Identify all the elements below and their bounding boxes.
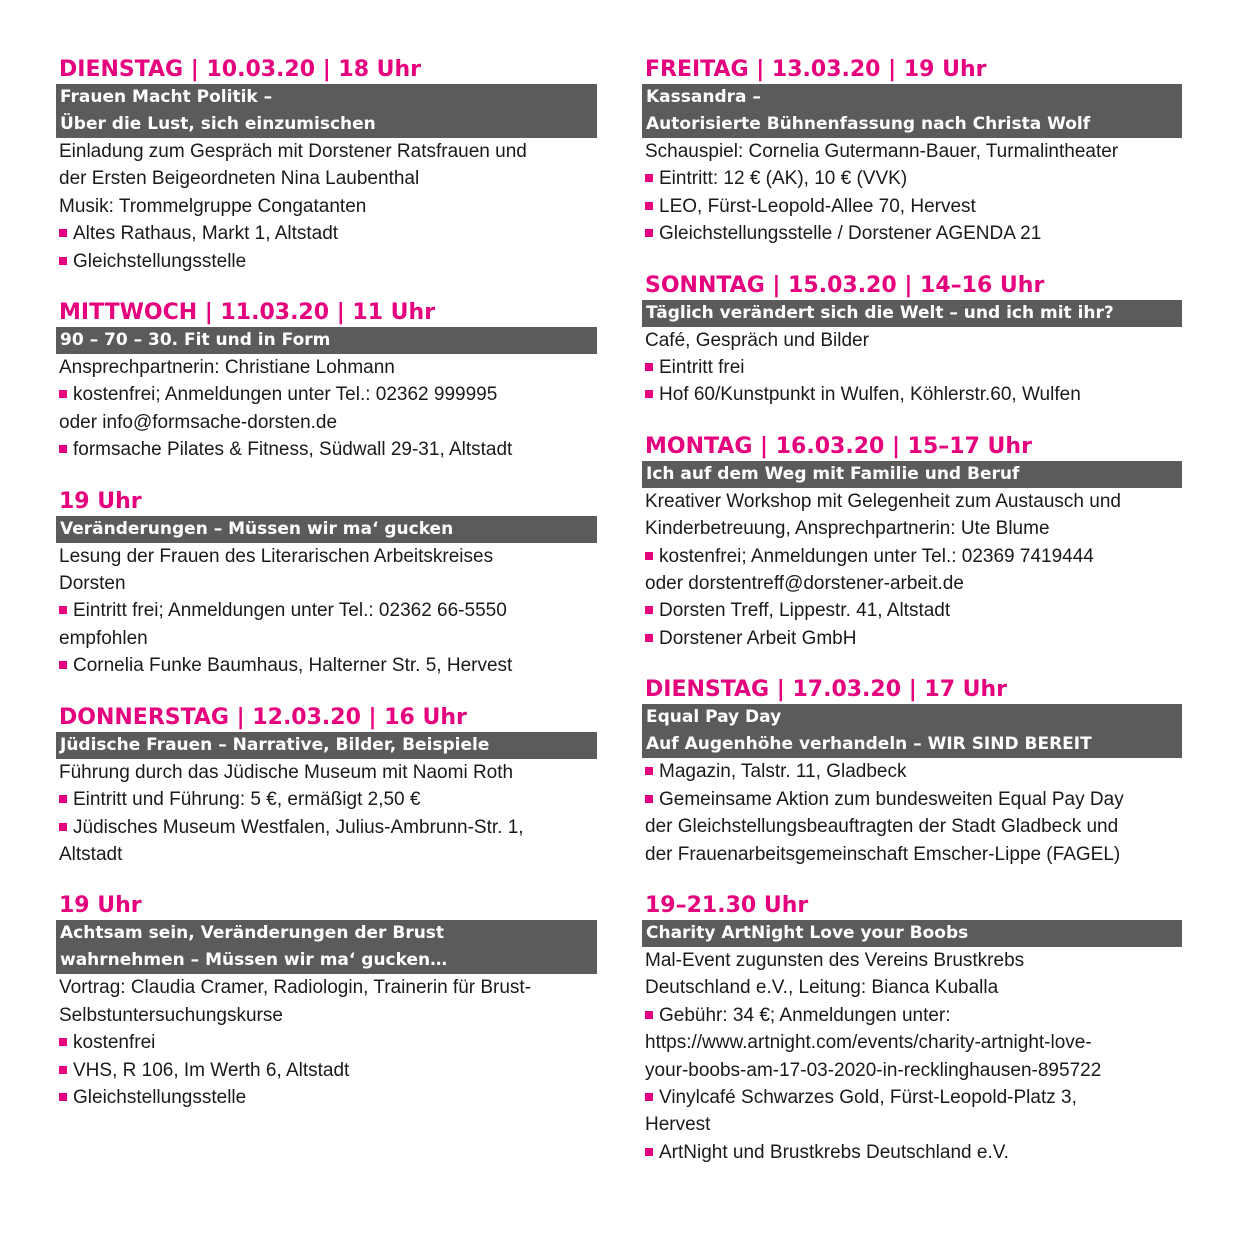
detail-line	[59, 974, 597, 1001]
bullet-square-icon	[645, 795, 653, 803]
detail-bullet-line	[59, 248, 597, 275]
detail-text: formsache Pilates & Fitness, Südwall 29-31, Altstadt	[73, 439, 513, 461]
event-title-line: Autorisierte Bühnenfassung nach Christa Wolf	[646, 114, 1091, 134]
detail-text: Lesung der Frauen des Literarischen Arbeitskreises	[59, 545, 494, 567]
event-date: SONNTAG | 15.03.20 | 14–16 Uhr	[645, 272, 1045, 298]
detail-text: Gebühr: 34 €; Anmeldungen unter:	[659, 1004, 951, 1026]
bullet-square-icon	[645, 552, 653, 560]
event-details	[56, 354, 597, 464]
event-block	[56, 892, 597, 1111]
detail-text: Vinylcafé Schwarzes Gold, Fürst-Leopold-Platz 3,	[659, 1086, 1077, 1108]
bullet-square-icon	[59, 445, 67, 453]
event-block	[642, 272, 1182, 409]
detail-bullet-line	[645, 381, 1182, 408]
detail-bullet-line	[645, 1139, 1182, 1166]
event-block	[642, 56, 1182, 248]
detail-text: Eintritt frei	[659, 357, 745, 379]
bullet-square-icon	[645, 174, 653, 182]
detail-bullet-line	[59, 381, 597, 408]
event-title-bar	[56, 84, 597, 138]
detail-text: Deutschland e.V., Leitung: Bianca Kuballa	[645, 977, 999, 999]
event-block	[642, 433, 1182, 652]
event-title-bar	[56, 732, 597, 759]
detail-line	[645, 138, 1182, 165]
detail-bullet-line	[645, 165, 1182, 192]
event-details	[642, 138, 1182, 248]
event-title-line: Über die Lust, sich einzumischen	[60, 114, 376, 134]
bullet-square-icon	[645, 1011, 653, 1019]
event-date: DONNERSTAG | 12.03.20 | 16 Uhr	[59, 704, 467, 730]
detail-bullet-line	[59, 220, 597, 247]
detail-line	[645, 488, 1182, 515]
detail-text: kostenfrei	[73, 1032, 156, 1054]
event-block	[642, 676, 1182, 868]
detail-text: Gemeinsame Aktion zum bundesweiten Equal Pay Day	[659, 788, 1124, 810]
detail-text: Vortrag: Claudia Cramer, Radiologin, Trainerin für Brust-	[59, 977, 532, 999]
detail-line	[59, 354, 597, 381]
event-block	[56, 299, 597, 464]
detail-text: Kinderbetreuung, Ansprechpartnerin: Ute Blume	[645, 518, 1050, 540]
event-block	[56, 488, 597, 680]
bullet-square-icon	[645, 1093, 653, 1101]
event-details	[56, 974, 597, 1111]
detail-text: Café, Gespräch und Bilder	[645, 329, 869, 351]
event-title-bar	[56, 920, 597, 974]
event-title-bar	[642, 300, 1182, 327]
detail-text: kostenfrei; Anmeldungen unter Tel.: 02362 999995	[73, 384, 498, 406]
bullet-square-icon	[645, 634, 653, 642]
bullet-square-icon	[645, 606, 653, 614]
detail-line	[645, 974, 1182, 1001]
detail-bullet-line	[645, 758, 1182, 785]
detail-line	[59, 1002, 597, 1029]
detail-text: https://www.artnight.com/events/charity-artnight-love-	[645, 1032, 1092, 1054]
bullet-square-icon	[645, 229, 653, 237]
event-date: MONTAG | 16.03.20 | 15–17 Uhr	[645, 433, 1032, 459]
detail-text: Kreativer Workshop mit Gelegenheit zum Austausch und	[645, 490, 1121, 512]
bullet-square-icon	[59, 229, 67, 237]
detail-bullet-line	[59, 1029, 597, 1056]
event-title-bar	[642, 461, 1182, 488]
detail-line	[645, 1029, 1182, 1056]
detail-text: Magazin, Talstr. 11, Gladbeck	[659, 761, 907, 783]
event-details	[56, 759, 597, 869]
event-details	[56, 138, 597, 275]
detail-line	[645, 327, 1182, 354]
detail-text: Jüdisches Museum Westfalen, Julius-Ambrunn-Str. 1,	[73, 816, 524, 838]
event-title-line: Veränderungen – Müssen wir ma‘ gucken	[60, 518, 454, 539]
event-title-bar	[642, 920, 1182, 947]
detail-line	[645, 841, 1182, 868]
event-block	[56, 704, 597, 869]
detail-line	[645, 1057, 1182, 1084]
event-title-bar	[642, 84, 1182, 138]
detail-line	[59, 409, 597, 436]
detail-bullet-line	[59, 1057, 597, 1084]
event-details	[642, 947, 1182, 1166]
bullet-square-icon	[59, 390, 67, 398]
event-date: 19 Uhr	[59, 893, 142, 919]
bullet-square-icon	[59, 661, 67, 669]
bullet-square-icon	[645, 202, 653, 210]
event-block	[642, 892, 1182, 1166]
detail-text: Eintritt und Führung: 5 €, ermäßigt 2,50 €	[73, 789, 421, 811]
bullet-square-icon	[645, 767, 653, 775]
bullet-square-icon	[59, 795, 67, 803]
detail-text: Altstadt	[59, 843, 123, 865]
bullet-square-icon	[645, 363, 653, 371]
event-title-bar	[56, 516, 597, 543]
event-title-line: Kassandra –	[646, 87, 761, 107]
bullet-square-icon	[59, 1093, 67, 1101]
detail-line	[645, 570, 1182, 597]
detail-bullet-line	[645, 193, 1182, 220]
detail-bullet-line	[645, 354, 1182, 381]
detail-bullet-line	[59, 814, 597, 841]
bullet-square-icon	[59, 1038, 67, 1046]
detail-text: der Ersten Beigeordneten Nina Laubenthal	[59, 168, 420, 190]
bullet-square-icon	[645, 390, 653, 398]
detail-line	[645, 515, 1182, 542]
detail-text: Musik: Trommelgruppe Congatanten	[59, 195, 367, 217]
detail-line	[59, 759, 597, 786]
event-details	[642, 327, 1182, 409]
event-title-bar	[642, 704, 1182, 758]
event-details	[642, 488, 1182, 652]
event-title-bar	[56, 327, 597, 354]
bullet-square-icon	[59, 823, 67, 831]
event-date: 19 Uhr	[59, 488, 142, 514]
detail-bullet-line	[59, 1084, 597, 1111]
detail-text: der Frauenarbeitsgemeinschaft Emscher-Lippe (FAGEL)	[645, 843, 1121, 865]
detail-line	[59, 193, 597, 220]
event-title-line: Täglich verändert sich die Welt – und ich mit ihr?	[646, 302, 1114, 323]
detail-text: Einladung zum Gespräch mit Dorstener Ratsfrauen und	[59, 141, 527, 162]
detail-text: ArtNight und Brustkrebs Deutschland e.V.	[659, 1141, 1009, 1163]
detail-text: Eintritt frei; Anmeldungen unter Tel.: 02362 66-5550	[73, 600, 507, 622]
event-title-line: Equal Pay Day	[646, 707, 782, 728]
detail-text: der Gleichstellungsbeauftragten der Stadt Gladbeck und	[645, 816, 1119, 838]
detail-line	[59, 165, 597, 192]
event-title-line: Frauen Macht Politik –	[60, 87, 273, 107]
bullet-square-icon	[59, 257, 67, 265]
event-title-line: Jüdische Frauen – Narrative, Bilder, Beispiele	[60, 734, 490, 755]
detail-line	[59, 570, 597, 597]
detail-text: empfohlen	[59, 627, 148, 649]
detail-bullet-line	[59, 652, 597, 679]
detail-line	[645, 1111, 1182, 1138]
detail-text: Eintritt: 12 € (AK), 10 € (VVK)	[659, 168, 908, 190]
event-title-line: wahrnehmen – Müssen wir ma‘ gucken…	[60, 950, 448, 971]
event-date: FREITAG | 13.03.20 | 19 Uhr	[645, 57, 987, 82]
event-title-line: Auf Augenhöhe verhandeln – WIR SIND BEREIT	[646, 734, 1092, 755]
detail-text: LEO, Fürst-Leopold-Allee 70, Hervest	[659, 195, 976, 217]
detail-bullet-line	[645, 786, 1182, 813]
event-title-line: Ich auf dem Weg mit Familie und Beruf	[646, 463, 1020, 484]
detail-line	[59, 625, 597, 652]
detail-bullet-line	[645, 1084, 1182, 1111]
detail-text: oder info@formsache-dorsten.de	[59, 411, 338, 433]
detail-text: Cornelia Funke Baumhaus, Halterner Str. 5, Hervest	[73, 655, 513, 677]
detail-bullet-line	[645, 1002, 1182, 1029]
detail-text: Hervest	[645, 1114, 711, 1136]
detail-text: Dorsten Treff, Lippestr. 41, Altstadt	[659, 600, 951, 622]
detail-text: Dorsten	[59, 573, 126, 595]
detail-text: Gleichstellungsstelle / Dorstener AGENDA 21	[659, 223, 1042, 245]
event-title-line: Achtsam sein, Veränderungen der Brust	[60, 923, 445, 944]
bullet-square-icon	[59, 1066, 67, 1074]
detail-line	[59, 138, 597, 165]
left-column	[56, 56, 597, 1135]
event-title-line: Charity ArtNight Love your Boobs	[646, 922, 969, 943]
detail-text: Altes Rathaus, Markt 1, Altstadt	[73, 223, 339, 245]
detail-text: Selbstuntersuchungskurse	[59, 1004, 283, 1026]
detail-bullet-line	[59, 436, 597, 463]
detail-bullet-line	[645, 597, 1182, 624]
detail-bullet-line	[645, 625, 1182, 652]
detail-line	[645, 947, 1182, 974]
detail-text: your-boobs-am-17-03-2020-in-recklinghausen-895722	[645, 1059, 1102, 1081]
detail-text: Hof 60/Kunstpunkt in Wulfen, Köhlerstr.60, Wulfen	[659, 384, 1081, 406]
bullet-square-icon	[59, 606, 67, 614]
event-date: DIENSTAG | 17.03.20 | 17 Uhr	[645, 677, 1008, 703]
bullet-square-icon	[645, 1148, 653, 1156]
event-details	[56, 543, 597, 680]
event-date: MITTWOCH | 11.03.20 | 11 Uhr	[59, 300, 436, 326]
detail-bullet-line	[645, 543, 1182, 570]
event-date: DIENSTAG | 10.03.20 | 18 Uhr	[59, 57, 422, 82]
event-date: 19–21.30 Uhr	[645, 892, 809, 918]
detail-bullet-line	[59, 786, 597, 813]
event-details	[642, 758, 1182, 868]
detail-text: Schauspiel: Cornelia Gutermann-Bauer, Turmalintheater	[645, 141, 1119, 162]
detail-text: Führung durch das Jüdische Museum mit Naomi Roth	[59, 761, 514, 783]
detail-text: oder dorstentreff@dorstener-arbeit.de	[645, 573, 964, 595]
detail-text: VHS, R 106, Im Werth 6, Altstadt	[73, 1059, 350, 1081]
detail-text: kostenfrei; Anmeldungen unter Tel.: 02369 7419444	[659, 545, 1094, 567]
detail-text: Dorstener Arbeit GmbH	[659, 627, 857, 649]
detail-text: Mal-Event zugunsten des Vereins Brustkrebs	[645, 949, 1025, 971]
detail-line	[645, 813, 1182, 840]
detail-text: Ansprechpartnerin: Christiane Lohmann	[59, 357, 395, 379]
detail-bullet-line	[645, 220, 1182, 247]
detail-bullet-line	[59, 597, 597, 624]
event-title-line: 90 – 70 – 30. Fit und in Form	[60, 330, 331, 351]
right-column	[642, 56, 1182, 1190]
detail-line	[59, 543, 597, 570]
detail-text: Gleichstellungsstelle	[73, 1086, 247, 1108]
detail-text: Gleichstellungsstelle	[73, 250, 247, 272]
detail-line	[59, 841, 597, 868]
event-block	[56, 56, 597, 275]
